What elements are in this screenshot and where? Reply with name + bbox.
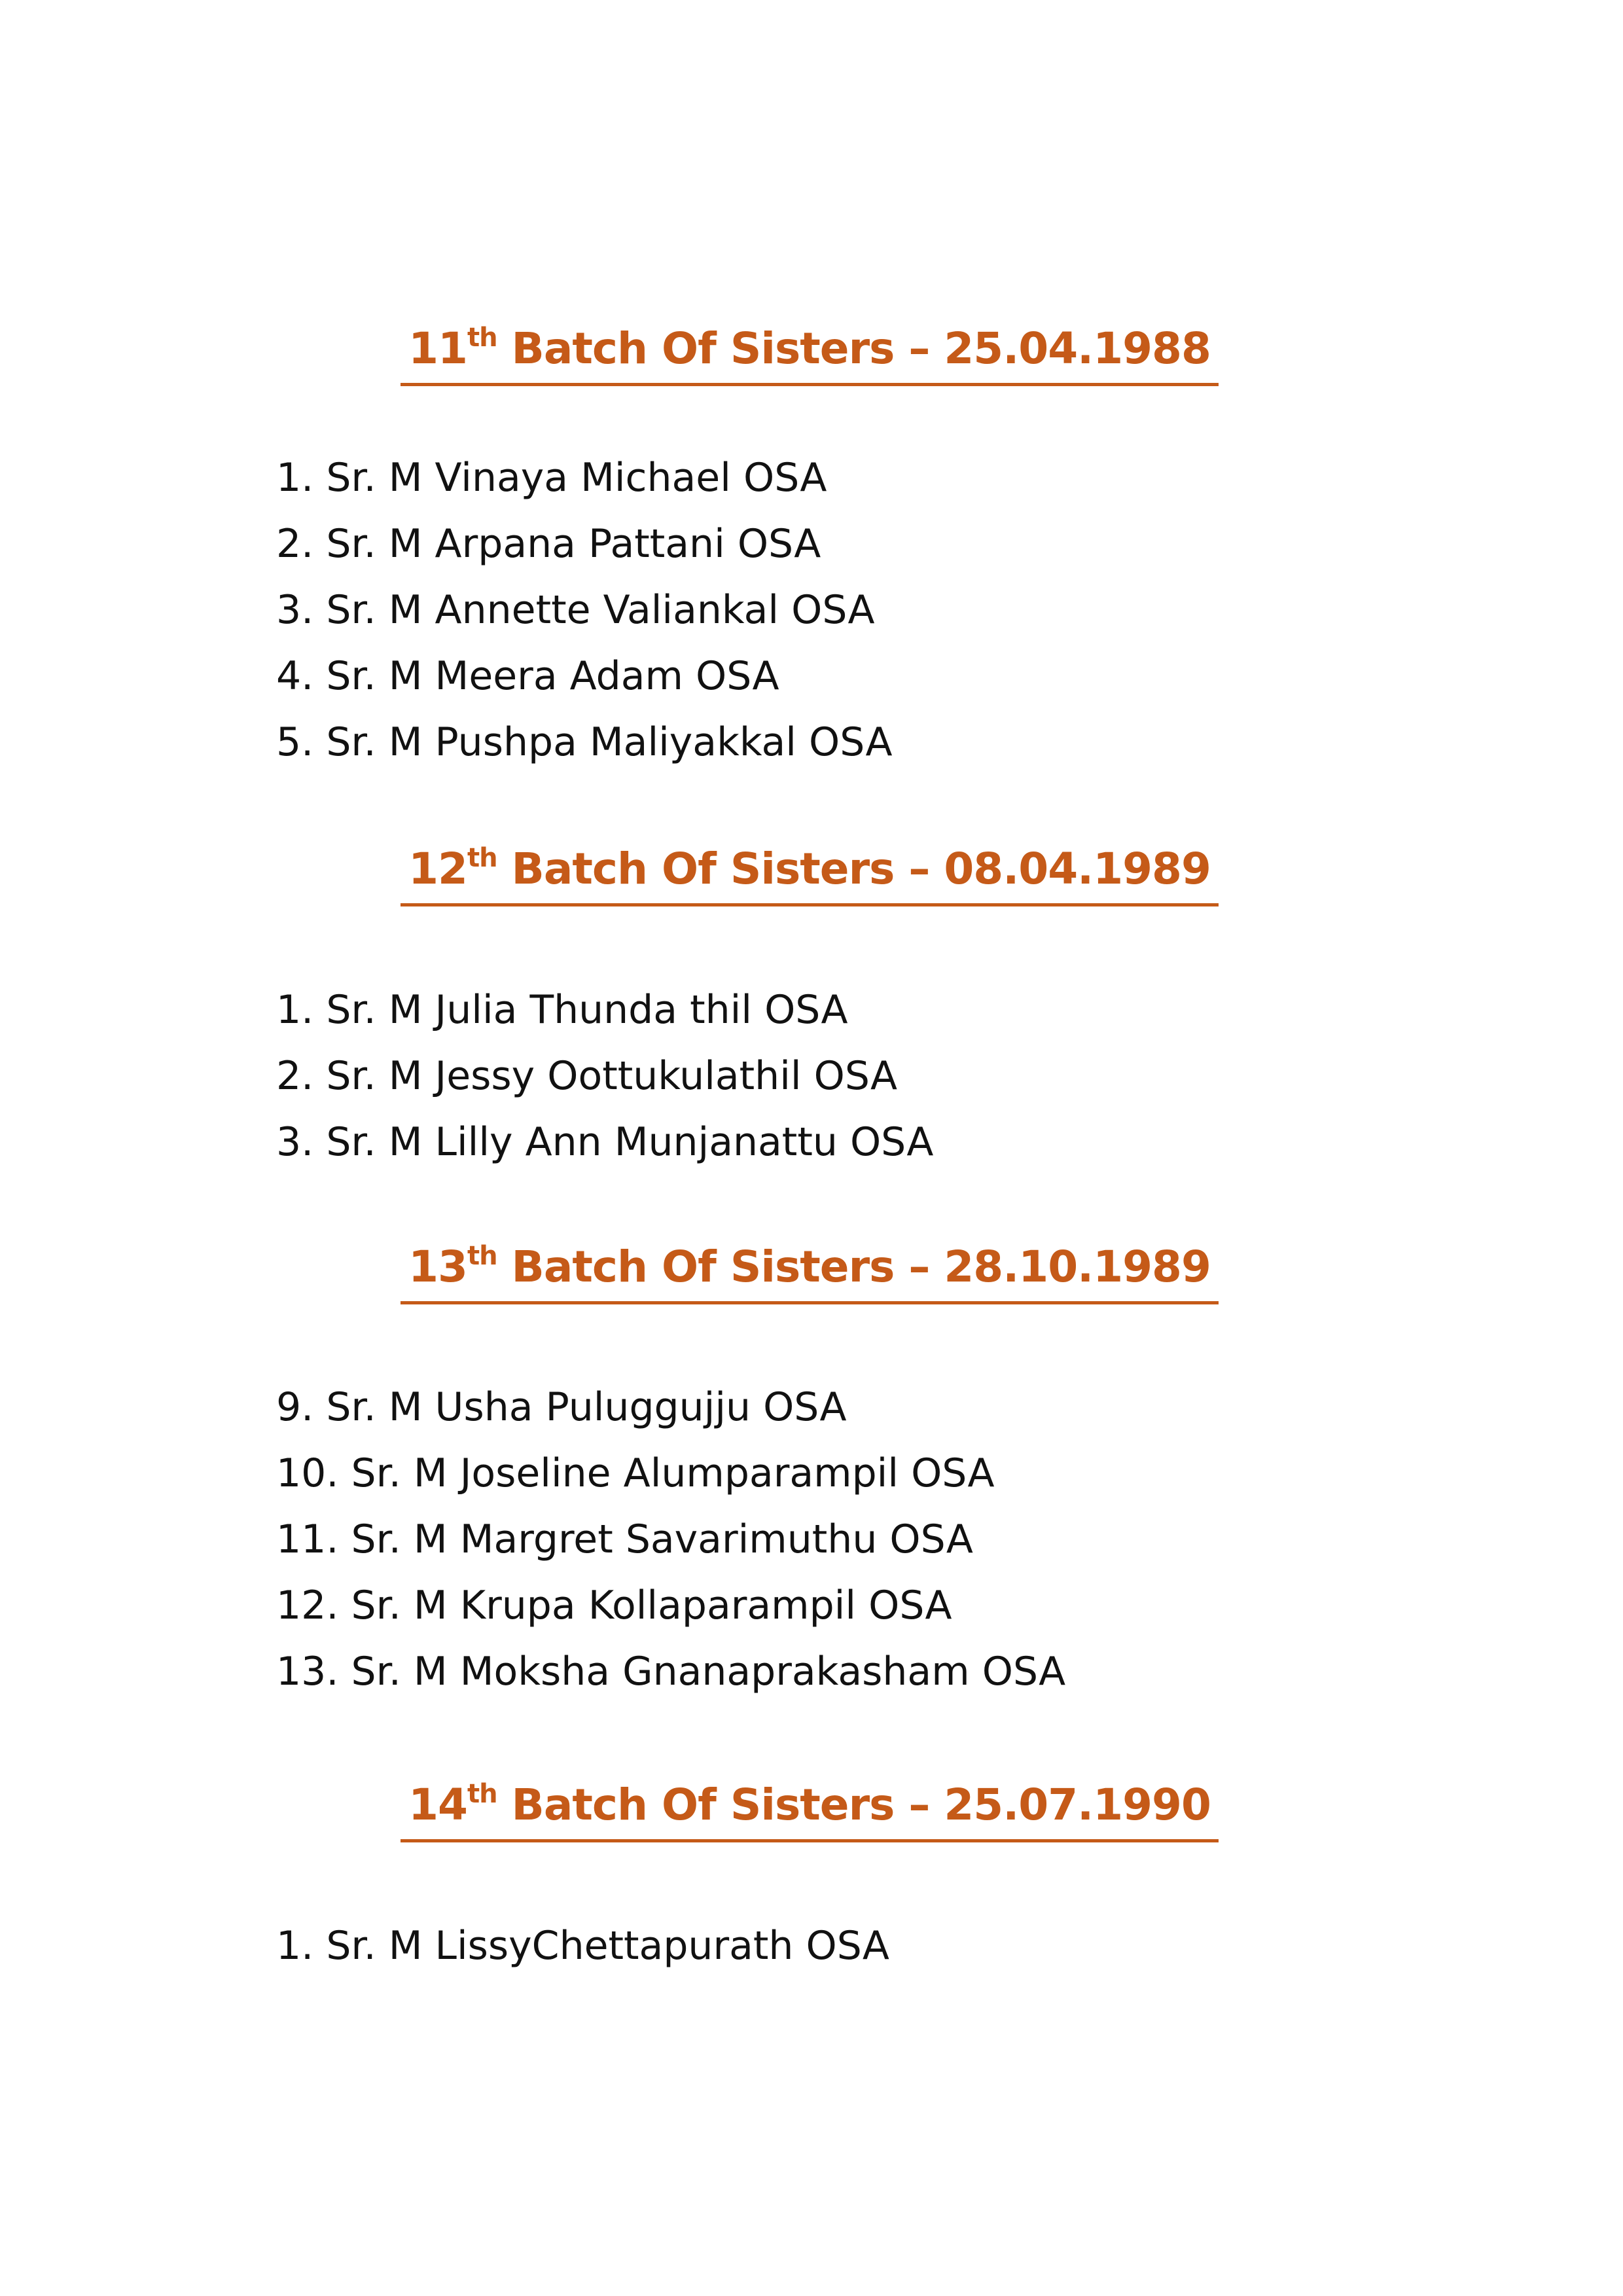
heading-underline	[401, 1301, 1219, 1304]
heading-underline	[401, 903, 1219, 906]
list-item: 3. Sr. M Annette Valiankal OSA	[276, 587, 875, 633]
heading-underline	[401, 383, 1219, 386]
list-item: 1. Sr. M LissyChettapurath OSA	[276, 1923, 889, 1969]
batch-ordinal: 13	[408, 1242, 467, 1292]
batch-heading-11	[401, 323, 1219, 374]
batch-ordinal-suffix: th	[467, 1241, 497, 1271]
list-item: 1. Sr. M Julia Thunda thil OSA	[276, 987, 848, 1033]
batch-ordinal-suffix: th	[467, 323, 497, 353]
batch-ordinal: 11	[408, 323, 467, 374]
list-item: 1. Sr. M Vinaya Michael OSA	[276, 455, 827, 501]
batch-title: Batch Of Sisters – 08.04.1989	[497, 844, 1211, 894]
batch-title: Batch Of Sisters – 25.04.1988	[497, 323, 1211, 374]
member-list-14	[276, 1913, 889, 1979]
list-item: 9. Sr. M Usha Puluggujju OSA	[276, 1384, 847, 1430]
batch-heading-13	[401, 1241, 1219, 1292]
batch-ordinal: 14	[408, 1780, 467, 1830]
batch-heading-14	[401, 1779, 1219, 1830]
list-item: 3. Sr. M Lilly Ann Munjanattu OSA	[276, 1119, 934, 1165]
member-list-13	[276, 1374, 1065, 1705]
batch-title: Batch Of Sisters – 28.10.1989	[497, 1242, 1211, 1292]
list-item: 13. Sr. M Moksha Gnanaprakasham OSA	[276, 1649, 1066, 1695]
heading-underline	[401, 1839, 1219, 1842]
list-item: 2. Sr. M Jessy Oottukulathil OSA	[276, 1053, 898, 1099]
list-item: 5. Sr. M Pushpa Maliyakkal OSA	[276, 719, 893, 765]
list-item: 4. Sr. M Meera Adam OSA	[276, 653, 779, 699]
batch-ordinal-suffix: th	[467, 1779, 497, 1809]
list-item: 11. Sr. M Margret Savarimuthu OSA	[276, 1516, 973, 1562]
member-list-12	[276, 977, 933, 1175]
batch-title: Batch Of Sisters – 25.07.1990	[497, 1780, 1211, 1830]
list-item: 2. Sr. M Arpana Pattani OSA	[276, 521, 821, 567]
list-item: 12. Sr. M Krupa Kollaparampil OSA	[276, 1583, 952, 1628]
list-item: 10. Sr. M Joseline Alumparampil OSA	[276, 1450, 995, 1496]
batch-ordinal-suffix: th	[467, 843, 497, 873]
member-list-11	[276, 445, 892, 776]
batch-ordinal: 12	[408, 844, 467, 894]
batch-heading-12	[401, 843, 1219, 894]
